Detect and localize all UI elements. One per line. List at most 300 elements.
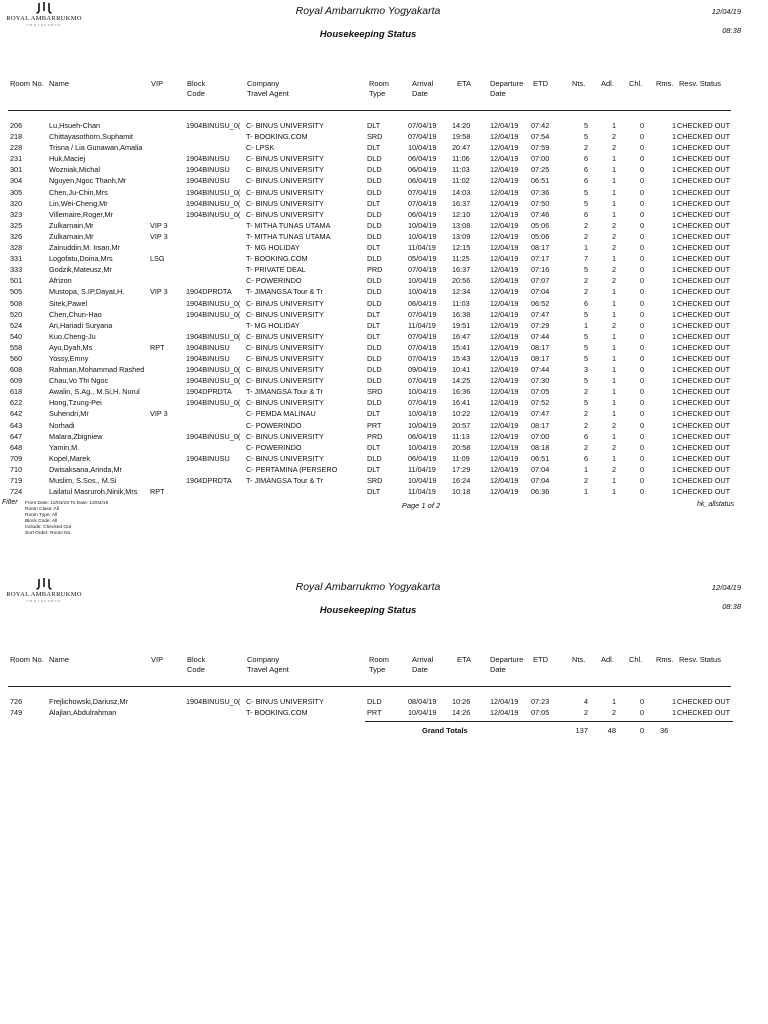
col-eta: ETA: [457, 655, 472, 664]
etd: 08:17: [531, 353, 550, 363]
reservation-status: CHECKED OUT: [677, 154, 731, 164]
table-row: [0, 153, 768, 164]
adults: 1: [611, 198, 616, 208]
departure-date: 12/04/19: [490, 309, 519, 319]
adults: 1: [611, 398, 616, 408]
children: 0: [639, 276, 644, 286]
block-code: 1904BINUSU_0(: [186, 398, 241, 408]
reservation-status: CHECKED OUT: [677, 276, 731, 286]
children: 0: [639, 442, 644, 452]
eta: 13:09: [452, 231, 471, 241]
etd: 07:05: [531, 708, 550, 718]
children: 0: [639, 265, 644, 275]
room-type: DLT: [367, 309, 381, 319]
nights: 4: [583, 697, 588, 706]
arrival-date: 10/04/19: [408, 442, 437, 452]
col-arrival: [412, 655, 433, 674]
nights: 2: [583, 287, 588, 297]
rooms: 1: [671, 476, 676, 485]
etd: 06:51: [531, 176, 550, 186]
company-agent: C- PERTAMINA (PERSERO: [246, 464, 338, 474]
company-agent: T- BOOKING.COM: [246, 254, 308, 264]
room-type: DLD: [367, 398, 382, 408]
rooms: 1: [671, 132, 676, 142]
room-number: 206: [10, 121, 23, 130]
block-code: 1904BINUSU_0(: [186, 365, 241, 375]
departure-date: 12/04/19: [490, 387, 519, 397]
room-number: 501: [10, 276, 23, 286]
children: 0: [639, 365, 644, 375]
eta: 11:13: [452, 431, 470, 441]
departure-date: 12/04/19: [490, 365, 519, 375]
col-company-l2: Travel Agent: [247, 88, 289, 98]
children: 0: [639, 220, 644, 230]
eta: 11:25: [452, 254, 470, 264]
adults: 2: [611, 143, 616, 153]
departure-date: 12/04/19: [490, 254, 519, 264]
arrival-date: 11/04/19: [408, 464, 436, 474]
reservation-status: CHECKED OUT: [677, 453, 731, 463]
nights: 1: [583, 487, 588, 497]
children: 0: [639, 143, 644, 153]
eta: 10:41: [452, 365, 471, 375]
children: 0: [639, 697, 644, 706]
arrival-date: 06/04/19: [408, 209, 437, 219]
room-type: DLD: [367, 353, 382, 363]
etd: 07:04: [531, 476, 550, 485]
col-company: [247, 79, 289, 98]
children: 0: [639, 331, 644, 341]
table-row: [0, 475, 768, 486]
departure-date: 12/04/19: [490, 298, 519, 308]
eta: 13:08: [452, 220, 471, 230]
company-agent: T- JIMANGSA Tour & Tr: [246, 387, 323, 397]
reservation-status: CHECKED OUT: [677, 209, 731, 219]
etd: 07:50: [531, 198, 550, 208]
table-row: [0, 286, 768, 297]
reservation-status: CHECKED OUT: [677, 165, 731, 175]
children: 0: [639, 198, 644, 208]
guest-name: Villemaire,Roger,Mr: [49, 209, 113, 219]
nights: 5: [583, 265, 588, 275]
departure-date: 12/04/19: [490, 143, 519, 153]
departure-date: 12/04/19: [490, 420, 519, 430]
etd: 07:54: [531, 132, 550, 142]
eta: 16:37: [452, 198, 471, 208]
etd: 06:52: [531, 298, 550, 308]
block-code: 1904BINUSU: [186, 165, 230, 175]
eta: 14:03: [452, 187, 471, 197]
room-type: DLT: [367, 143, 381, 153]
room-number: 320: [10, 198, 23, 208]
room-type: DLD: [367, 254, 382, 264]
eta: 11:06: [452, 154, 470, 164]
guest-name: Ayu,Dyah,Ms: [49, 342, 93, 352]
nights: 6: [583, 298, 588, 308]
etd: 07:00: [531, 431, 550, 441]
children: 0: [639, 298, 644, 308]
children: 0: [639, 243, 644, 253]
arrival-date: 08/04/19: [408, 697, 437, 706]
etd: 07:25: [531, 165, 550, 175]
adults: 1: [611, 154, 616, 164]
table-row: [0, 386, 768, 397]
block-code: 1904BINUSU_0(: [186, 431, 241, 441]
col-rms: Rms.: [656, 655, 674, 664]
table-row: [0, 253, 768, 264]
vip-code: LSG: [150, 254, 165, 264]
reservation-status: CHECKED OUT: [677, 442, 731, 452]
guest-name: Frejlichowski,Dariusz,Mr: [49, 697, 129, 706]
arrival-date: 10/04/19: [408, 387, 437, 397]
vip-code: VIP 3: [150, 220, 168, 230]
nights: 6: [583, 154, 588, 164]
departure-date: 12/04/19: [490, 320, 519, 330]
departure-date: 12/04/19: [490, 187, 519, 197]
reservation-status: CHECKED OUT: [677, 420, 731, 430]
room-type: DLT: [367, 487, 381, 497]
etd: 06:51: [531, 453, 550, 463]
etd: 07:47: [531, 409, 550, 419]
room-type: DLD: [367, 298, 382, 308]
adults: 2: [611, 420, 616, 430]
col-departure-l2: Date: [490, 88, 506, 98]
col-type-l2: Type: [369, 664, 386, 674]
rooms: 1: [671, 331, 676, 341]
rooms: 1: [671, 420, 676, 430]
table-row: [0, 486, 768, 497]
col-block-l2: Code: [187, 88, 205, 98]
rooms: 1: [671, 487, 676, 497]
room-type: DLD: [367, 231, 382, 241]
arrival-date: 11/04/19: [408, 487, 436, 497]
guest-name: Mustopa, S.IP,Dayat,H.: [49, 287, 125, 297]
room-type: DLD: [367, 376, 382, 386]
guest-name: Suhendri,Mr: [49, 409, 89, 419]
eta: 11:03: [452, 298, 470, 308]
departure-date: 12/04/19: [490, 331, 519, 341]
block-code: 1904BINUSU_0(: [186, 187, 241, 197]
room-type: DLD: [367, 453, 382, 463]
filter-line: Room Type: All: [25, 513, 58, 519]
children: 0: [639, 431, 644, 441]
eta: 15:43: [452, 353, 471, 363]
nights: 6: [583, 165, 588, 175]
col-name: Name: [49, 655, 70, 664]
eta: 17:29: [452, 464, 471, 474]
room-type: DLT: [367, 198, 381, 208]
rooms: 1: [671, 464, 676, 474]
table-row: [0, 275, 768, 286]
rooms: 1: [671, 209, 676, 219]
table-row: [0, 464, 768, 475]
table-row: [0, 353, 768, 364]
rooms: 1: [671, 220, 676, 230]
children: 0: [639, 121, 644, 130]
eta: 10:18: [452, 487, 471, 497]
rooms: 1: [671, 254, 676, 264]
adults: 2: [611, 442, 616, 452]
etd: 08:17: [531, 243, 550, 253]
col-arrival-l2: Date: [412, 88, 428, 98]
reservation-status: CHECKED OUT: [677, 409, 731, 419]
table-row: [0, 364, 768, 375]
adults: 1: [611, 209, 616, 219]
room-number: 508: [10, 298, 23, 308]
col-company: [247, 655, 289, 674]
table-row: [0, 707, 768, 718]
room-number: 709: [10, 453, 23, 463]
rooms: 1: [671, 276, 676, 286]
room-type: DLD: [367, 165, 382, 175]
col-chl: Chl.: [629, 79, 643, 88]
rooms: 1: [671, 165, 676, 175]
adults: 1: [611, 287, 616, 297]
table-row: [0, 220, 768, 231]
room-type: DLD: [367, 697, 382, 706]
arrival-date: 10/04/19: [408, 143, 437, 153]
nights: 5: [583, 198, 588, 208]
room-number: 642: [10, 409, 23, 419]
reservation-status: CHECKED OUT: [677, 132, 731, 142]
children: 0: [639, 165, 644, 175]
eta: 12:34: [452, 287, 471, 297]
reservation-status: CHECKED OUT: [677, 487, 731, 497]
children: 0: [639, 353, 644, 363]
table-row: [0, 431, 768, 442]
block-code: 1904BINUSU_0(: [186, 309, 241, 319]
company-agent: C- BINUS UNIVERSITY: [246, 198, 324, 208]
etd: 07:04: [531, 464, 550, 474]
guest-name: Zulkarnain,Mr: [49, 231, 94, 241]
company-agent: C- BINUS UNIVERSITY: [246, 431, 324, 441]
col-arrival: [412, 79, 433, 98]
arrival-date: 07/04/19: [408, 187, 437, 197]
eta: 16:38: [452, 309, 471, 319]
table-row: [0, 309, 768, 320]
eta: 20:47: [452, 143, 471, 153]
room-number: 540: [10, 331, 23, 341]
company-agent: C- LPSK: [246, 143, 275, 153]
children: 0: [639, 387, 644, 397]
children: 0: [639, 409, 644, 419]
company-agent: C- BINUS UNIVERSITY: [246, 697, 324, 706]
room-type: DLT: [367, 331, 381, 341]
report-title: Housekeeping Status: [319, 29, 417, 40]
col-etd: ETD: [533, 655, 548, 664]
room-number: 648: [10, 442, 23, 452]
reservation-status: CHECKED OUT: [677, 476, 731, 485]
departure-date: 12/04/19: [490, 231, 519, 241]
room-number: 228: [10, 143, 23, 153]
reservation-status: CHECKED OUT: [677, 298, 731, 308]
departure-date: 12/04/19: [490, 287, 519, 297]
etd: 07:05: [531, 387, 550, 397]
room-number: 231: [10, 154, 23, 164]
col-block: [187, 79, 205, 98]
reservation-status: CHECKED OUT: [677, 220, 731, 230]
departure-date: 12/04/19: [490, 243, 519, 253]
company-agent: C- BINUS UNIVERSITY: [246, 165, 324, 175]
vip-code: RPT: [150, 487, 165, 497]
col-block-l1: Block: [187, 655, 206, 664]
rooms: 1: [671, 176, 676, 186]
nights: 1: [583, 320, 588, 330]
etd: 08:17: [531, 420, 550, 430]
etd: 07:04: [531, 287, 550, 297]
table-row: [0, 175, 768, 186]
vip-code: VIP 3: [150, 409, 168, 419]
departure-date: 12/04/19: [490, 209, 519, 219]
eta: 12:10: [452, 209, 471, 219]
block-code: 1904DPRDTA: [186, 476, 232, 485]
adults: 2: [611, 220, 616, 230]
children: 0: [639, 487, 644, 497]
company-agent: C- POWERINDO: [246, 420, 302, 430]
eta: 19:58: [452, 132, 471, 142]
company-agent: C- BINUS UNIVERSITY: [246, 309, 324, 319]
etd: 07:36: [531, 187, 550, 197]
guest-name: Wozniak,Michal: [49, 165, 100, 175]
reservation-status: CHECKED OUT: [677, 309, 731, 319]
company-agent: C- BINUS UNIVERSITY: [246, 209, 324, 219]
header-divider-p2: [8, 686, 731, 687]
adults: 1: [611, 176, 616, 186]
grand-totals-label: Grand Totals: [422, 726, 468, 735]
room-number: 710: [10, 464, 23, 474]
arrival-date: 07/04/19: [408, 342, 437, 352]
adults: 1: [611, 409, 616, 419]
nights: 5: [583, 331, 588, 341]
departure-date: 12/04/19: [490, 409, 519, 419]
adults: 2: [611, 243, 616, 253]
departure-date: 12/04/19: [490, 276, 519, 286]
room-number: 643: [10, 420, 23, 430]
company-agent: C- POWERINDO: [246, 276, 302, 286]
room-number: 328: [10, 243, 23, 253]
departure-date: 12/04/19: [490, 442, 519, 452]
rooms: 1: [671, 154, 676, 164]
room-number: 218: [10, 132, 23, 142]
table-row: [0, 397, 768, 408]
eta: 16:47: [452, 331, 471, 341]
adults: 1: [611, 376, 616, 386]
guest-name: Nguyen,Ngoc Thanh,Mr: [49, 176, 127, 186]
children: 0: [639, 464, 644, 474]
col-eta: ETA: [457, 79, 472, 88]
rooms: 1: [671, 143, 676, 153]
reservation-status: CHECKED OUT: [677, 464, 731, 474]
adults: 1: [611, 342, 616, 352]
etd: 08:18: [531, 442, 550, 452]
table-row: [0, 696, 768, 707]
arrival-date: 06/04/19: [408, 176, 437, 186]
col-vip: VIP: [151, 79, 164, 88]
eta: 12:15: [452, 243, 471, 253]
table-row: [0, 298, 768, 309]
table-row: [0, 420, 768, 431]
children: 0: [639, 132, 644, 142]
arrival-date: 06/04/19: [408, 165, 437, 175]
block-code: 1904BINUSU: [186, 176, 230, 186]
departure-date: 12/04/19: [490, 220, 519, 230]
nights: 1: [583, 243, 588, 253]
room-number: 749: [10, 708, 23, 718]
etd: 07:42: [531, 121, 550, 130]
departure-date: 12/04/19: [490, 121, 519, 130]
adults: 1: [611, 353, 616, 363]
children: 0: [639, 476, 644, 485]
header-divider: [8, 110, 731, 111]
nights: 2: [583, 708, 588, 718]
company-agent: C- BINUS UNIVERSITY: [246, 365, 324, 375]
hotel-title: Royal Ambarrukmo Yogyakarta: [295, 5, 441, 17]
etd: 07:59: [531, 143, 550, 153]
arrival-date: 10/04/19: [408, 220, 437, 230]
nights: 1: [583, 464, 588, 474]
company-agent: T- MITHA TUNAS UTAMA: [246, 231, 331, 241]
block-code: 1904BINUSU_0(: [186, 198, 241, 208]
eta: 11:03: [452, 165, 470, 175]
block-code: 1904BINUSU: [186, 453, 230, 463]
block-code: 1904BINUSU_0(: [186, 376, 241, 386]
children: 0: [639, 209, 644, 219]
departure-date: 12/04/19: [490, 476, 519, 485]
filter-label: Filter: [2, 499, 18, 506]
company-agent: C- BINUS UNIVERSITY: [246, 176, 324, 186]
guest-name: Godzik,Mateusz,Mr: [49, 265, 112, 275]
rooms: 1: [671, 431, 676, 441]
col-company-l2: Travel Agent: [247, 664, 289, 674]
eta: 16:37: [452, 265, 471, 275]
nights: 6: [583, 431, 588, 441]
total-nights: 137: [575, 726, 588, 735]
table-row: [0, 142, 768, 153]
table-row: [0, 320, 768, 331]
col-nts: Nts.: [572, 79, 586, 88]
block-code: 1904BINUSU_0(: [186, 331, 241, 341]
reservation-status: CHECKED OUT: [677, 176, 731, 186]
reservation-status: CHECKED OUT: [677, 254, 731, 264]
room-type: DLD: [367, 176, 382, 186]
adults: 1: [611, 476, 616, 485]
arrival-date: 07/04/19: [408, 376, 437, 386]
vip-code: VIP 3: [150, 231, 168, 241]
eta: 14:20: [452, 121, 471, 130]
filter-line: Include: Checked Out: [25, 525, 72, 531]
report-time: 08:38: [722, 26, 741, 35]
rooms: 1: [671, 353, 676, 363]
eta: 16:24: [452, 476, 471, 485]
reservation-status: CHECKED OUT: [677, 143, 731, 153]
departure-date: 12/04/19: [490, 464, 519, 474]
company-agent: T- MITHA TUNAS UTAMA: [246, 220, 331, 230]
etd: 07:52: [531, 398, 550, 408]
col-company-l1: Company: [247, 655, 280, 664]
table-row: [0, 453, 768, 464]
adults: 2: [611, 231, 616, 241]
rooms: 1: [671, 198, 676, 208]
page-number: Page 1 of 2: [401, 501, 441, 510]
nights: 5: [583, 309, 588, 319]
block-code: 1904BINUSU: [186, 342, 230, 352]
company-agent: C- BINUS UNIVERSITY: [246, 398, 324, 408]
rooms: 1: [671, 365, 676, 375]
adults: 1: [611, 431, 616, 441]
guest-name: Trisna / Lia Gunawan,Amalia: [49, 143, 143, 153]
guest-name: Norhadi: [49, 420, 75, 430]
guest-name: Logofatu,Doina,Mrs: [49, 254, 113, 264]
